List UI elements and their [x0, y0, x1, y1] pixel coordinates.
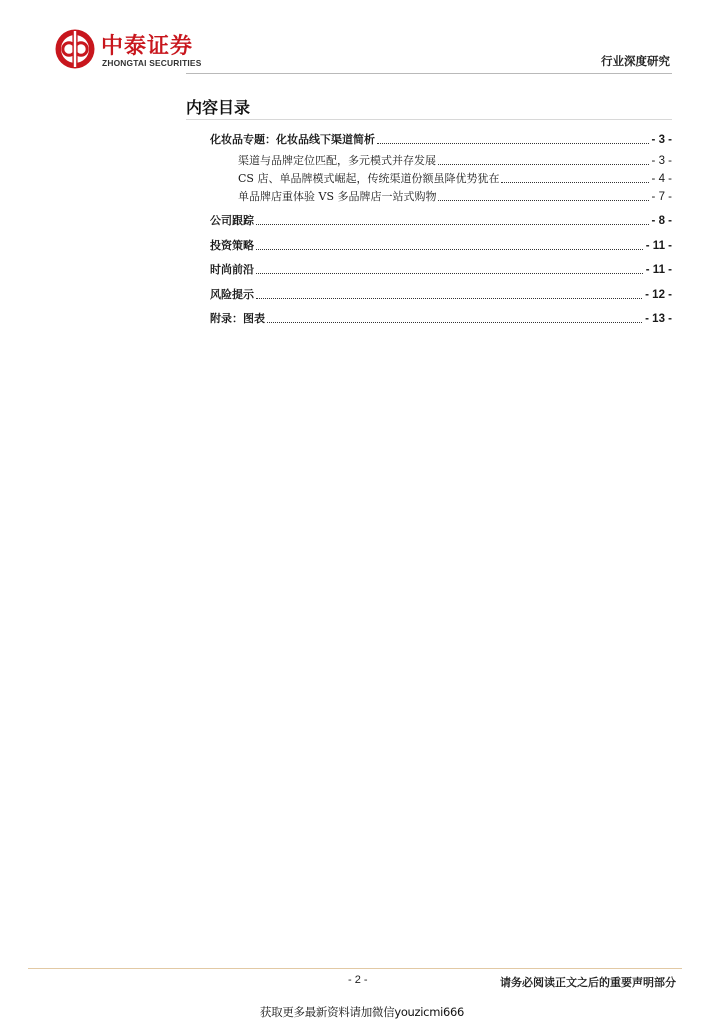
footer-disclaimer: 请务必阅读正文之后的重要声明部分	[500, 976, 676, 989]
toc-leader-dots	[256, 223, 649, 225]
toc-entry[interactable]	[210, 131, 672, 147]
toc-leader-dots	[267, 321, 642, 323]
toc-title: 内容目录	[186, 98, 251, 117]
toc-entry-title: 公司跟踪	[210, 214, 254, 227]
report-type-label: 行业深度研究	[601, 54, 670, 68]
toc-entry-title: 渠道与品牌定位匹配，多元模式并存发展	[238, 154, 436, 167]
toc-entry-page: - 11 -	[645, 264, 672, 276]
toc-entry[interactable]	[238, 188, 672, 204]
logo-chinese-name: 中泰证券	[101, 34, 194, 59]
toc-entry[interactable]	[210, 212, 672, 228]
toc-entry[interactable]	[210, 286, 672, 302]
toc-entry-title: 时尚前沿	[210, 263, 254, 276]
toc-title-divider	[186, 119, 672, 120]
zhongtai-logo-icon	[54, 28, 96, 70]
footer-divider	[28, 968, 682, 969]
toc-leader-dots	[377, 142, 649, 144]
toc-entry-title: CS 店、单品牌模式崛起，传统渠道份额虽降优势犹在	[238, 172, 500, 185]
toc-entry[interactable]	[210, 261, 672, 277]
toc-entry-page: - 7 -	[651, 191, 672, 203]
toc-leader-dots	[501, 181, 648, 183]
toc-entry-page: - 13 -	[645, 313, 672, 325]
toc-leader-dots	[256, 272, 643, 274]
logo-english-name: ZHONGTAI SECURITIES	[102, 58, 202, 68]
toc-entry-title: 投资策略	[210, 239, 254, 252]
toc-entry-title: 化妆品专题：化妆品线下渠道简析	[210, 133, 375, 146]
toc-entry[interactable]	[238, 170, 672, 186]
toc-entry-title: 单品牌店重体验 VS 多品牌店一站式购物	[238, 190, 437, 203]
header-divider	[186, 73, 672, 74]
toc-entry-page: - 4 -	[651, 173, 672, 185]
toc-entry-page: - 12 -	[645, 289, 672, 301]
toc-entry-page: - 3 -	[651, 155, 672, 167]
toc-leader-dots	[438, 163, 649, 165]
watermark-note: 获取更多最新资料请加微信youzicmi666	[259, 1005, 465, 1019]
toc-entry-title: 附录：图表	[210, 312, 265, 325]
toc-entry[interactable]	[210, 310, 672, 326]
page-number: - 2 -	[348, 974, 368, 986]
toc-entry-title: 风险提示	[210, 288, 254, 301]
company-logo	[54, 28, 224, 72]
toc-entry-page: - 11 -	[645, 240, 672, 252]
toc-entry-page: - 3 -	[651, 134, 672, 146]
toc-entry[interactable]	[210, 237, 672, 253]
toc-entry-page: - 8 -	[651, 215, 672, 227]
toc-leader-dots	[256, 297, 642, 299]
toc-leader-dots	[256, 248, 643, 250]
toc-leader-dots	[438, 199, 648, 201]
toc-entry[interactable]	[238, 152, 672, 168]
